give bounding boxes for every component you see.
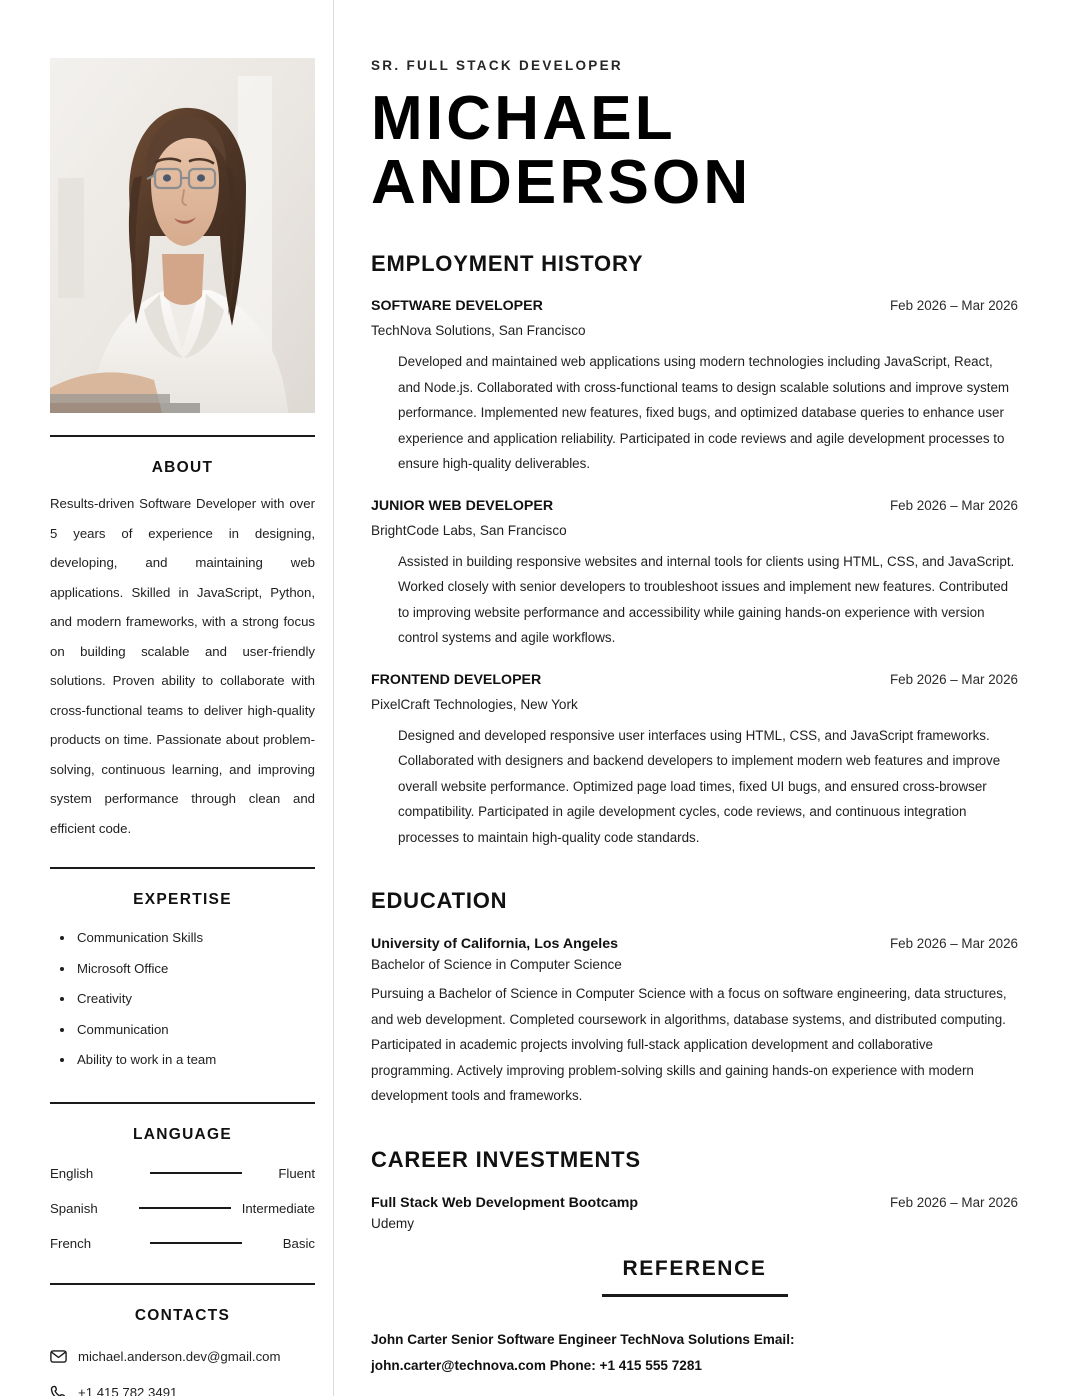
course-date: Feb 2026 – Mar 2026 <box>889 1194 1018 1210</box>
language-level-bar <box>128 1172 263 1174</box>
employment-entry <box>371 498 1018 651</box>
about-heading: ABOUT <box>151 459 214 476</box>
job-role: FRONTEND DEVELOPER <box>371 671 542 688</box>
language-name: French <box>50 1235 92 1251</box>
expertise-item-label: Communication Skills <box>77 930 204 945</box>
sidebar <box>0 0 333 1396</box>
job-date: Feb 2026 – Mar 2026 <box>889 671 1018 687</box>
contact-row-email[interactable] <box>50 1339 325 1375</box>
entry-header <box>371 1195 1018 1211</box>
job-organization: BrightCode Labs, San Francisco <box>371 522 567 538</box>
language-row <box>50 1156 315 1191</box>
language-name: Spanish <box>50 1200 98 1216</box>
language-level-label: Intermediate <box>241 1200 315 1216</box>
contact-row-phone[interactable] <box>50 1375 325 1396</box>
career-entry <box>371 1195 1018 1231</box>
first-name: MICHAEL <box>371 84 676 153</box>
employment-entry <box>371 672 1018 851</box>
job-role: SOFTWARE DEVELOPER <box>371 298 543 314</box>
reference-block <box>371 1257 1018 1379</box>
list-item <box>50 1015 315 1046</box>
education-entry <box>371 936 1018 1109</box>
job-description: Designed and developed responsive user interfaces using HTML, CSS, and JavaScript frameworks. Collaborated with designers and backend developers to implement modern web features and improve overall website performance. Optimized page load times, fixed UI bugs, and ensured cross-browser compatibility. Participated in agile development cycles, code reviews, and continuous integration processes to maintain high-quality code standards. <box>398 727 1001 845</box>
entry-header <box>371 936 1018 952</box>
list-item <box>50 1045 315 1076</box>
bullet-icon <box>60 1028 64 1032</box>
list-item <box>50 954 315 985</box>
course-title: Full Stack Web Development Bootcamp <box>371 1194 638 1211</box>
expertise-item-label: Communication <box>77 1021 169 1037</box>
job-organization: TechNova Solutions, San Francisco <box>371 323 586 338</box>
bullet-icon <box>60 997 64 1001</box>
language-list <box>50 1156 315 1261</box>
profession-kicker: SR. FULL STACK DEVELOPER <box>371 58 623 73</box>
employment-history-heading: EMPLOYMENT HISTORY <box>371 251 644 276</box>
avatar <box>50 58 315 413</box>
bullet-icon <box>60 967 64 971</box>
career-investments-heading: CAREER INVESTMENTS <box>371 1146 641 1172</box>
reference-underline <box>602 1294 788 1297</box>
education-school: University of California, Los Angeles <box>371 936 619 952</box>
job-description: Assisted in building responsive websites and internal tools for clients using HTML, CSS, and JavaScript. Worked closely with senior developers to troubleshoot issues and implement new features. Contributed to improving website performance and accessibility while gaining hands-on experience with version control systems and agile workflows. <box>398 553 1015 645</box>
language-row <box>50 1191 315 1226</box>
entry-header <box>371 672 1018 688</box>
about-text: Results-driven Software Developer with over 5 years of experience in designing, developing, and maintaining web applications. Skilled in JavaScript, Python, and modern frameworks, with a strong focus on building scalable and user-friendly solutions. Proven ability to collaborate with cross-functional teams to deliver high-quality products on time. Passionate about problem-solving, continuous learning, and improving system performance through clean and efficient code. <box>50 496 315 836</box>
expertise-item-label: Ability to work in a team <box>77 1052 217 1067</box>
email-icon <box>50 1348 78 1366</box>
expertise-item-label: Microsoft Office <box>77 960 169 976</box>
contact-email-value: michael.anderson.dev@gmail.com <box>78 1349 281 1364</box>
language-heading: LANGUAGE <box>132 1125 233 1143</box>
education-date: Feb 2026 – Mar 2026 <box>889 936 1018 951</box>
last-name: ANDERSON <box>371 148 752 217</box>
education-description: Pursuing a Bachelor of Science in Computer Science with a focus on software engineering, data structures, and web development. Completed coursework in algorithms, database systems, and distributed computing. Participated in academic projects involving full-stack application development and collaborative programming. Actively improving problem-solving skills and gaining hands-on experience with modern development tools and frameworks. <box>371 986 1007 1103</box>
contacts-heading: CONTACTS <box>134 1306 231 1324</box>
contact-phone-value: +1 415 782 3491 <box>78 1385 178 1396</box>
main-column <box>333 0 1080 1396</box>
education-heading: EDUCATION <box>371 888 508 913</box>
entry-header <box>371 498 1018 514</box>
contacts-list <box>50 1339 325 1396</box>
language-name: English <box>50 1165 94 1181</box>
reference-line-2: john.carter@technova.com Phone: +1 415 555 7281 <box>371 1357 702 1373</box>
expertise-list <box>50 923 315 1076</box>
language-level-label: Basic <box>282 1235 315 1251</box>
list-item <box>50 984 315 1015</box>
language-level-label: Fluent <box>278 1165 315 1181</box>
bullet-icon <box>60 936 64 940</box>
bullet-icon <box>60 1058 64 1062</box>
job-role: JUNIOR WEB DEVELOPER <box>371 497 554 514</box>
expertise-item-label: Creativity <box>77 991 132 1006</box>
expertise-heading: EXPERTISE <box>133 891 232 908</box>
language-level-bar <box>128 1242 263 1244</box>
phone-icon <box>50 1384 78 1396</box>
job-organization: PixelCraft Technologies, New York <box>371 696 578 712</box>
reference-heading: REFERENCE <box>622 1256 767 1280</box>
list-item <box>50 923 315 954</box>
job-description: Developed and maintained web applications using modern technologies including JavaScript, React, and Node.js. Collaborated with cross-functional teams to design scalable solutions and improve system performance. Implemented new features, fixed bugs, and optimized database queries to enhance user experience and application reliability. Participated in code reviews and agile development processes to ensure high-quality deliverables. <box>398 354 1010 471</box>
entry-header <box>371 298 1018 314</box>
job-date: Feb 2026 – Mar 2026 <box>889 298 1018 313</box>
language-level-bar <box>128 1207 242 1209</box>
job-date: Feb 2026 – Mar 2026 <box>889 497 1018 513</box>
employment-entry <box>371 298 1018 477</box>
language-row <box>50 1226 315 1261</box>
portrait-photo-icon <box>50 58 315 413</box>
reference-line-1: John Carter Senior Software Engineer TechNova Solutions Email: <box>371 1331 795 1347</box>
education-degree: Bachelor of Science in Computer Science <box>371 957 622 972</box>
course-provider: Udemy <box>371 1215 415 1231</box>
reference-details <box>371 1327 971 1379</box>
